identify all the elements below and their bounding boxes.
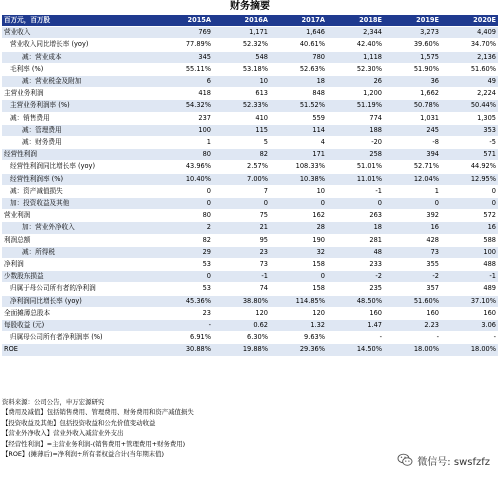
- table-cell: 780: [270, 51, 327, 63]
- table-cell: 52.63%: [270, 63, 327, 75]
- table-cell: 100: [441, 246, 498, 258]
- row-label: 全面摊薄总股本: [2, 307, 156, 319]
- table-cell: 489: [441, 283, 498, 295]
- table-cell: 36: [384, 76, 441, 88]
- table-cell: 1: [156, 137, 213, 149]
- row-label: 主营业务利润率 (%): [2, 100, 156, 112]
- table-row: [2, 259, 498, 271]
- table-cell: 77.89%: [156, 39, 213, 51]
- table-cell: 10: [270, 185, 327, 197]
- header-year: 2017A: [270, 15, 327, 27]
- table-cell: 1,118: [327, 51, 384, 63]
- table-cell: 281: [327, 234, 384, 246]
- table-cell: 18.00%: [441, 344, 498, 356]
- table-cell: 2: [156, 222, 213, 234]
- table-cell: 39.60%: [384, 39, 441, 51]
- table-row: [2, 332, 498, 344]
- table-cell: 120: [213, 307, 270, 319]
- row-label: 净利润同比增长率 (yoy): [2, 295, 156, 307]
- row-label: 主营业务利润: [2, 88, 156, 100]
- table-row: [2, 88, 498, 100]
- table-cell: 237: [156, 112, 213, 124]
- table-cell: 23: [156, 307, 213, 319]
- row-label: 净利润: [2, 259, 156, 271]
- table-cell: 115: [213, 124, 270, 136]
- table-cell: 26: [327, 76, 384, 88]
- table-cell: 114: [270, 124, 327, 136]
- table-cell: 29: [156, 246, 213, 258]
- table-cell: 1,646: [270, 27, 327, 39]
- table-cell: 52.32%: [213, 39, 270, 51]
- wechat-icon: [397, 453, 413, 467]
- table-cell: 18.00%: [384, 344, 441, 356]
- row-label: 归属于母公司所有者的净利润: [2, 283, 156, 295]
- table-cell: 1.47: [327, 320, 384, 332]
- table-cell: 774: [327, 112, 384, 124]
- row-label: 毛利率 (%): [2, 63, 156, 75]
- table-cell: 345: [156, 51, 213, 63]
- row-label: 经营性利润同比增长率 (yoy): [2, 161, 156, 173]
- table-cell: 16: [441, 222, 498, 234]
- table-cell: 488: [441, 259, 498, 271]
- table-cell: 48.50%: [327, 295, 384, 307]
- table-cell: 171: [270, 149, 327, 161]
- row-label: 少数股东损益: [2, 271, 156, 283]
- table-cell: 3,273: [384, 27, 441, 39]
- table-cell: 428: [384, 234, 441, 246]
- table-row: [2, 161, 498, 173]
- table-cell: -: [384, 332, 441, 344]
- table-cell: 30.88%: [156, 344, 213, 356]
- row-label: 减：营业成本: [2, 51, 156, 63]
- table-row: [2, 185, 498, 197]
- table-cell: -1: [327, 185, 384, 197]
- table-cell: 10.40%: [156, 173, 213, 185]
- footnote-line: 资料来源：公司公告，申万宏源研究: [2, 398, 105, 406]
- table-cell: 1,662: [384, 88, 441, 100]
- table-cell: 23: [213, 246, 270, 258]
- table-cell: 235: [327, 283, 384, 295]
- table-row: [2, 173, 498, 185]
- table-cell: 54.32%: [156, 100, 213, 112]
- footnote-line: 【经营性利润】=主营业务利润-(销售费用+管理费用+财务费用): [2, 439, 186, 448]
- table-cell: 44.92%: [441, 161, 498, 173]
- footnote-line: 【营业外净收入】营业外收入减营业外支出: [2, 429, 124, 438]
- table-cell: 18: [327, 222, 384, 234]
- table-cell: 18: [270, 76, 327, 88]
- table-cell: 613: [213, 88, 270, 100]
- table-cell: 0: [156, 185, 213, 197]
- table-cell: -2: [384, 271, 441, 283]
- table-cell: 10: [213, 76, 270, 88]
- table-cell: 38.80%: [213, 295, 270, 307]
- table-cell: 95: [213, 234, 270, 246]
- table-cell: 160: [384, 307, 441, 319]
- table-row: [2, 63, 498, 75]
- table-row: [2, 124, 498, 136]
- table-cell: 571: [441, 149, 498, 161]
- table-row: [2, 112, 498, 124]
- table-cell: 233: [327, 259, 384, 271]
- table-cell: 6.30%: [213, 332, 270, 344]
- header-year: 2015A: [156, 15, 213, 27]
- row-label: 减：管理费用: [2, 124, 156, 136]
- table-cell: 43.96%: [156, 161, 213, 173]
- table-row: [2, 234, 498, 246]
- row-label: 经营性利润率 (%): [2, 173, 156, 185]
- table-cell: 2.57%: [213, 161, 270, 173]
- table-cell: 11.01%: [327, 173, 384, 185]
- table-cell: 0: [327, 198, 384, 210]
- table-cell: 548: [213, 51, 270, 63]
- table-cell: 1,305: [441, 112, 498, 124]
- table-cell: -8: [384, 137, 441, 149]
- table-row: [2, 137, 498, 149]
- table-cell: 1,200: [327, 88, 384, 100]
- table-cell: 6.91%: [156, 332, 213, 344]
- table-cell: 188: [327, 124, 384, 136]
- row-label: 营业收入: [2, 27, 156, 39]
- table-cell: 353: [441, 124, 498, 136]
- table-cell: 10.38%: [270, 173, 327, 185]
- table-cell: 1,575: [384, 51, 441, 63]
- table-cell: 4: [270, 137, 327, 149]
- table-cell: -1: [441, 271, 498, 283]
- table-cell: 158: [270, 283, 327, 295]
- table-cell: 82: [156, 234, 213, 246]
- table-cell: 12.95%: [441, 173, 498, 185]
- row-label: 营业利润: [2, 210, 156, 222]
- table-cell: 40.61%: [270, 39, 327, 51]
- header-year: 2016A: [213, 15, 270, 27]
- table-cell: 50.44%: [441, 100, 498, 112]
- table-cell: 410: [213, 112, 270, 124]
- table-row: [2, 39, 498, 51]
- table-row: [2, 271, 498, 283]
- table-cell: 12.04%: [384, 173, 441, 185]
- table-cell: 9.63%: [270, 332, 327, 344]
- table-cell: 14.50%: [327, 344, 384, 356]
- row-label: 减：财务费用: [2, 137, 156, 149]
- table-body: [2, 27, 498, 356]
- table-cell: 53: [156, 259, 213, 271]
- table-cell: 160: [441, 307, 498, 319]
- table-cell: 1.32: [270, 320, 327, 332]
- table-cell: 45.36%: [156, 295, 213, 307]
- table-cell: 120: [270, 307, 327, 319]
- table-cell: 80: [156, 210, 213, 222]
- table-cell: 51.60%: [441, 63, 498, 75]
- table-cell: 158: [270, 259, 327, 271]
- header-year: 2018E: [327, 15, 384, 27]
- table-cell: 50.78%: [384, 100, 441, 112]
- table-cell: 51.01%: [327, 161, 384, 173]
- table-cell: 108.33%: [270, 161, 327, 173]
- row-label: 加：营业外净收入: [2, 222, 156, 234]
- table-cell: 53: [156, 283, 213, 295]
- table-cell: 2,136: [441, 51, 498, 63]
- table-cell: 82: [213, 149, 270, 161]
- table-row: [2, 149, 498, 161]
- table-cell: 42.40%: [327, 39, 384, 51]
- table-cell: 769: [156, 27, 213, 39]
- table-cell: -: [441, 332, 498, 344]
- table-cell: 5: [213, 137, 270, 149]
- row-label: 加：投资收益及其他: [2, 198, 156, 210]
- table-cell: 51.52%: [270, 100, 327, 112]
- table-cell: 74: [213, 283, 270, 295]
- watermark-text: 微信号: swsfzfz: [417, 456, 490, 468]
- table-cell: 588: [441, 234, 498, 246]
- row-label: 每股收益 (元): [2, 320, 156, 332]
- table-cell: 37.10%: [441, 295, 498, 307]
- table-row: [2, 27, 498, 39]
- table-cell: 51.90%: [384, 63, 441, 75]
- table-cell: 4,409: [441, 27, 498, 39]
- table-cell: 263: [327, 210, 384, 222]
- table-cell: 52.30%: [327, 63, 384, 75]
- table-cell: 0: [384, 198, 441, 210]
- table-row: [2, 295, 498, 307]
- table-header-row: [2, 15, 498, 27]
- table-cell: 394: [384, 149, 441, 161]
- table-cell: 559: [270, 112, 327, 124]
- table-cell: 355: [384, 259, 441, 271]
- table-cell: 0: [441, 185, 498, 197]
- table-row: [2, 51, 498, 63]
- table-row: [2, 222, 498, 234]
- table-cell: 52.33%: [213, 100, 270, 112]
- row-label: 减：营业税金及附加: [2, 76, 156, 88]
- footnote-line: 【费用及减值】包括销售费用、管理费用、财务费用和资产减值损失: [2, 408, 194, 417]
- table-cell: 245: [384, 124, 441, 136]
- table-cell: 418: [156, 88, 213, 100]
- table-cell: 0.62: [213, 320, 270, 332]
- header-unit-label: 百万元，百万股: [2, 15, 156, 27]
- table-cell: 51.60%: [384, 295, 441, 307]
- table-cell: 7.00%: [213, 173, 270, 185]
- row-label: 营业收入同比增长率 (yoy): [2, 39, 156, 51]
- table-cell: 28: [270, 222, 327, 234]
- table-row: [2, 307, 498, 319]
- table-cell: 34.70%: [441, 39, 498, 51]
- table-cell: 1: [384, 185, 441, 197]
- row-label: 减：资产减值损失: [2, 185, 156, 197]
- table-cell: 114.85%: [270, 295, 327, 307]
- table-cell: 0: [270, 198, 327, 210]
- table-cell: 75: [213, 210, 270, 222]
- table-cell: 0: [156, 271, 213, 283]
- table-row: [2, 210, 498, 222]
- table-cell: -1: [213, 271, 270, 283]
- table-cell: 6: [156, 76, 213, 88]
- table-row: [2, 100, 498, 112]
- row-label: 归属母公司所有者净利润率 (%): [2, 332, 156, 344]
- table-cell: 848: [270, 88, 327, 100]
- table-cell: -20: [327, 137, 384, 149]
- table-cell: 2.23: [384, 320, 441, 332]
- row-label: 减：销售费用: [2, 112, 156, 124]
- table-cell: 55.11%: [156, 63, 213, 75]
- table-cell: 0: [270, 271, 327, 283]
- page-title: 财务摘要: [230, 1, 270, 12]
- header-year: 2019E: [384, 15, 441, 27]
- row-label: 经营性利润: [2, 149, 156, 161]
- table-cell: 357: [384, 283, 441, 295]
- table-cell: 73: [384, 246, 441, 258]
- table-cell: 73: [213, 259, 270, 271]
- table-cell: 190: [270, 234, 327, 246]
- footnotes: [2, 397, 498, 459]
- table-cell: 48: [327, 246, 384, 258]
- table-cell: -: [327, 332, 384, 344]
- table-cell: 51.19%: [327, 100, 384, 112]
- table-row: [2, 320, 498, 332]
- table-cell: 160: [327, 307, 384, 319]
- table-cell: 1,171: [213, 27, 270, 39]
- table-row: [2, 283, 498, 295]
- table-cell: 2,344: [327, 27, 384, 39]
- table-cell: 29.36%: [270, 344, 327, 356]
- table-cell: -5: [441, 137, 498, 149]
- watermark: [397, 452, 490, 468]
- table-row: [2, 344, 498, 356]
- table-cell: 49: [441, 76, 498, 88]
- table-cell: 0: [213, 198, 270, 210]
- table-cell: 19.88%: [213, 344, 270, 356]
- table-cell: 0: [156, 198, 213, 210]
- row-label: ROE: [2, 344, 156, 356]
- table-cell: 21: [213, 222, 270, 234]
- table-cell: -2: [327, 271, 384, 283]
- table-cell: 2,224: [441, 88, 498, 100]
- table-row: [2, 198, 498, 210]
- row-label: 利润总额: [2, 234, 156, 246]
- table-cell: 572: [441, 210, 498, 222]
- header-year: 2020E: [441, 15, 498, 27]
- row-label: 减：所得税: [2, 246, 156, 258]
- table-cell: 16: [384, 222, 441, 234]
- table-row: [2, 246, 498, 258]
- table-cell: 392: [384, 210, 441, 222]
- table-cell: 258: [327, 149, 384, 161]
- table-cell: 80: [156, 149, 213, 161]
- table-cell: 3.06: [441, 320, 498, 332]
- table-cell: 53.18%: [213, 63, 270, 75]
- table-cell: 0: [441, 198, 498, 210]
- footnote-line: 【投资收益及其他】包括投资收益和公允价值变动收益: [2, 418, 156, 427]
- table-row: [2, 76, 498, 88]
- table-cell: 7: [213, 185, 270, 197]
- table-cell: 52.71%: [384, 161, 441, 173]
- table-cell: 162: [270, 210, 327, 222]
- table-cell: 1,031: [384, 112, 441, 124]
- financial-summary-table: [2, 15, 498, 357]
- footnote-line: 【ROE】(摊薄后)=净利润÷所有者权益合计(当年期末值): [2, 450, 165, 459]
- table-cell: -: [156, 320, 213, 332]
- table-cell: 100: [156, 124, 213, 136]
- table-cell: 32: [270, 246, 327, 258]
